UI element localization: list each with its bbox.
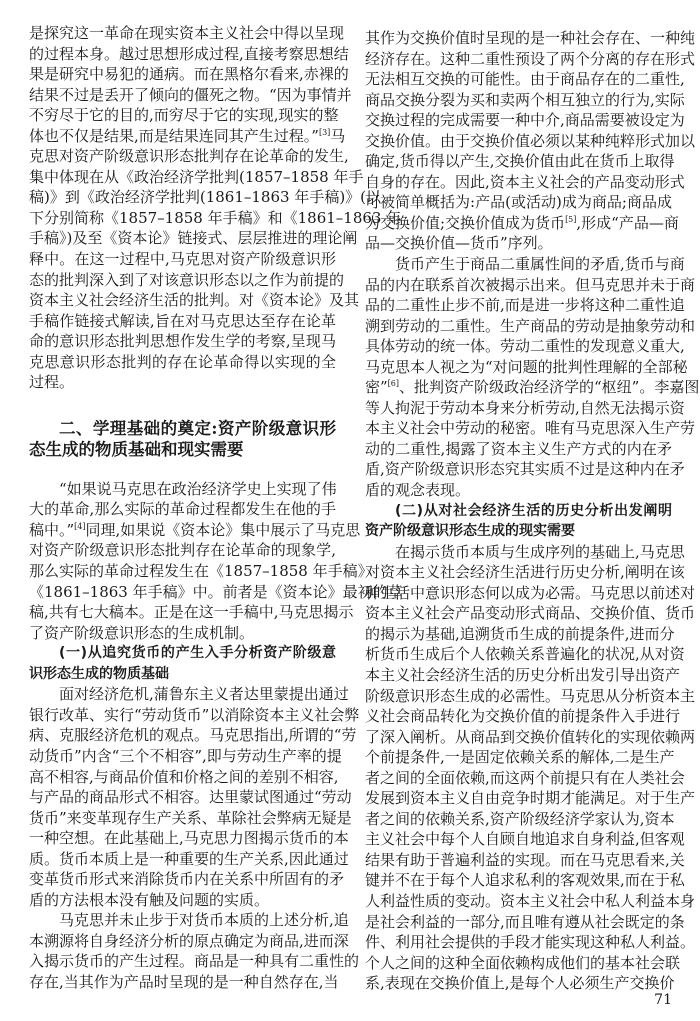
text-line: 资本主义社会产品变动形式商品、交换价值、货币 (365, 604, 696, 623)
text-line: 果是研究中易犯的通病。而在黑格尔看来,赤裸的 (29, 65, 349, 84)
text-line: 动货币”内含“三个不相容”,即与劳动生产率的提 (29, 746, 342, 765)
text-line: 品的二重性止步不前,而是进一步将这种二重性追 (365, 296, 685, 315)
text-line: 质。货币本质上是一种重要的生产关系,因此通过 (29, 849, 349, 868)
text-line: 等人拘泥于劳动本身来分析劳动,自然无法揭示资 (365, 398, 685, 417)
text-line: 病、克服经济危机的观点。马克思指出,所谓的“劳 (29, 726, 357, 745)
text-line: 体也不仅是结果,而是结果连同其产生过程。”[3]马 (29, 126, 346, 145)
text-line: 马克思本人视之为“对问题的批判性理解的全部秘 (365, 357, 688, 376)
text-line: 经济存在。这种二重性预设了两个分离的存在形式 (365, 49, 696, 68)
text-line: 本主义社会中劳动的秘密。唯有马克思深入生产劳 (365, 419, 696, 438)
text-line: 大的革命,那么实际的革命过程都发生在他的手 (29, 500, 336, 519)
text-line: 的过程本身。越过思想形成过程,直接考察思想结 (29, 44, 349, 63)
text-line: 键并不在于每个人追求私利的客观效果,而在于私 (365, 871, 685, 890)
text-line: (二)从对社会经济生活的历史分析出发阐明 (395, 502, 672, 519)
text-line: 对资本主义社会经济生活进行历史分析,阐明在该 (365, 563, 685, 582)
text-line: 为交换价值;交换价值成为货币[5],形成“产品—商 (365, 213, 679, 232)
text-line: 过程。 (29, 373, 75, 392)
text-line: 是探究这一革命在现实资本主义社会中得以呈现 (29, 24, 345, 42)
text-line: 系,表现在交换价值上,是每个人必须生产交换价 (365, 974, 675, 993)
text-line: 手稿作链接式解读,旨在对马克思达至存在论革 (29, 311, 336, 330)
text-line: 在揭示货币本质与生成序列的基础上,马克思 (395, 542, 685, 561)
text-line: 主义社会中每个人自顾自地追求自身利益,但客观 (365, 830, 685, 849)
text-line: 资本主义社会经济生活的批判。对《资本论》及其 (29, 291, 360, 310)
text-line: 存在,当其作为产品时呈现的是一种自然存在,当 (29, 972, 339, 991)
text-line: 高不相容,与商品价值和价格之间的差别不相容, (29, 767, 339, 786)
text-line: 是社会利益的一部分,而且唯有遵从社会既定的条 (365, 912, 685, 931)
citation-marker: [5] (565, 214, 577, 224)
text-line: 的揭示为基础,追溯货币生成的前提条件,进而分 (365, 624, 675, 643)
text-line: “如果说马克思在政治经济学史上实现了伟 (59, 479, 337, 498)
text-line: 集中体现在从《政治经济学批判(1857–1858 年手 (29, 167, 364, 186)
text-line: 识形态生成的物质基础 (29, 665, 169, 682)
text-line: (一)从追究货币的产生入手分析资产阶级意 (59, 645, 336, 662)
text-line: 义社会商品转化为交换价值的前提条件入手进行 (365, 707, 681, 726)
left-column (29, 23, 403, 993)
text-line: 结果有助于普遍利益的实现。而在马克思看来,关 (365, 850, 685, 869)
text-line: 不穷尽于它的目的,而穷尽于它的实现,现实的整 (29, 106, 339, 125)
text-line: 了资产阶级意识形态的生成机制。 (29, 623, 255, 642)
subsection-heading (29, 643, 336, 684)
text-line: 稿,共有七大稿本。正是在这一手稿中,马克思揭示 (29, 603, 354, 622)
subsection-heading (365, 501, 672, 542)
text-line: 本主义社会经济生活的历史分析出发引导出资产 (365, 665, 681, 684)
text-line: 对资产阶级意识形态批判存在论革命的现象学, (29, 541, 336, 560)
text-line: 货币产生于商品二重属性间的矛盾,货币与商 (395, 255, 685, 274)
citation-marker: [4] (74, 521, 86, 531)
text-line: 个人之间的这种全面依赖构成他们的基本社会联 (365, 953, 681, 972)
text-line: 一种空想。在此基础上,马克思力图揭示货币的本 (29, 829, 349, 848)
text-line: 具体劳动的统一体。劳动二重性的发现意义重大, (365, 337, 685, 356)
paragraph (365, 254, 700, 501)
text-line: 释中。在这一过程中,马克思对资产阶级意识形 (29, 250, 336, 269)
text-line: 稿中。”[4]同理,如果说《资本论》集中展示了马克思 (29, 520, 361, 539)
text-line: 银行改革、实行“劳动货币”以消除资本主义社会弊 (29, 705, 360, 724)
text-line: 克思对资产阶级意识形态批判存在论革命的发生, (29, 147, 349, 166)
text-line: 者之间的依赖关系,资产阶级经济学家认为,资本 (365, 809, 675, 828)
page-number: 71 (654, 992, 672, 1008)
text-line: 品的内在联系首次被揭示出来。但马克思并未于商 (365, 275, 696, 294)
paragraph (29, 479, 403, 643)
citation-marker: [6] (387, 379, 400, 389)
text-line: 货币”来变革现存生产关系、革除社会弊病无疑是 (29, 808, 352, 827)
paragraph (29, 910, 360, 992)
paragraph (365, 28, 696, 254)
text-line: 交换价值。由于交换价值必须以某种纯粹形式加以 (365, 131, 696, 150)
text-line: 马克思并未止步于对货币本质的上述分析,追 (59, 911, 349, 930)
text-line: 下分别简称《1857–1858 年手稿》和《1861–1863 年 (29, 208, 402, 227)
text-line: 发展到资本主义自由竞争时期才能满足。对于生产 (365, 789, 696, 808)
text-line: 盾的观念表现。 (365, 481, 471, 500)
text-line: 人利益性质的变动。资本主义社会中私人利益本身 (365, 891, 696, 910)
text-line: 动的二重性,揭露了资本主义生产方式的内在矛 (365, 439, 672, 458)
text-line: 面对经济危机,蒲鲁东主义者达里蒙提出通过 (59, 685, 349, 704)
text-line: 了深入阐析。从商品到交换价值转化的实现依赖两 (365, 727, 696, 746)
text-line: 本溯源将自身经济分析的原点确定为商品,进而深 (29, 931, 349, 950)
text-line: 命的意识形态批判思想作发生学的考察,呈现马 (29, 332, 336, 351)
text-line: 盾的方法根本没有触及问题的实质。 (29, 890, 270, 909)
text-line: 商品交换分裂为买和卖两个相互独立的行为,实际 (365, 90, 685, 109)
text-line: 交换过程的完成需要一种中介,商品需要被设定为 (365, 111, 685, 130)
text-line: 自身的存在。因此,资本主义社会的产品变动形式 (365, 172, 685, 191)
text-line: 二、学理基础的奠定:资产阶级意识形 (59, 418, 336, 438)
paragraph (365, 542, 696, 994)
text-line: 无法相互交换的可能性。由于商品存在的二重性, (365, 70, 685, 89)
text-line: 件、利用社会提供的手段才能实现这种私人利益。 (365, 933, 696, 952)
text-line: 阶级意识形态生成的必需性。马克思从分析资本主 (365, 686, 696, 705)
text-line: 盾,资产阶级意识形态究其实质不过是这种内在矛 (365, 460, 685, 479)
text-line: 克思意识形态批判的存在论革命得以实现的全 (29, 352, 336, 371)
text-line: 入揭示货币的产生过程。商品是一种具有二重性的 (29, 952, 360, 971)
text-line: 种生活中意识形态何以成为必需。马克思以前述对 (365, 583, 696, 602)
text-line: 稿)》到《政治经济学批判(1861–1863 年手稿)》(以 (29, 188, 382, 207)
text-line: 密”[6]、批判资产阶级政治经济学的“枢纽”。李嘉图 (365, 378, 700, 397)
text-line: 资产阶级意识形态生成的现实需要 (365, 523, 575, 540)
text-line: 态的批判深入到了对该意识形态以之作为前提的 (29, 270, 345, 289)
text-line: 手稿》)及至《资本论》链接式、层层推进的理论阐 (29, 229, 358, 248)
text-line: 个前提条件,一是固定依赖关系的解体,二是生产 (365, 748, 675, 767)
text-line: 溯到劳动的二重性。生产商品的劳动是抽象劳动和 (365, 316, 696, 335)
right-column (365, 28, 700, 994)
text-line: 者之间的全面依赖,而这两个前提只有在人类社会 (365, 768, 685, 787)
text-line: 析货币生成后个人依赖关系普遍化的状况,从对资 (365, 645, 685, 664)
text-line: 可被简单概括为:产品(或活动)成为商品;商品成 (365, 193, 672, 212)
text-line: 变革货币形式来消除货币内在关系中所固有的矛 (29, 870, 345, 889)
text-line: 那么实际的革命过程发生在《1857–1858 年手稿》 (29, 562, 373, 581)
text-line: 与产品的商品形式不相容。达里蒙试图通过“劳动 (29, 788, 352, 807)
paragraph (29, 684, 360, 910)
section-heading (29, 418, 336, 460)
text-line: 《1861–1863 年手稿》中。前者是《资本论》最初的草 (29, 582, 403, 601)
text-line: 确定,货币得以产生,交换价值由此在货币上取得 (365, 152, 675, 171)
text-line: 态生成的物质基础和现实需要 (29, 439, 244, 459)
citation-marker: [3] (318, 127, 331, 137)
paragraph (29, 23, 402, 393)
text-line: 品—交换价值—货币”序列。 (365, 234, 553, 253)
text-line: 其作为交换价值时呈现的是一种社会存在、一种纯 (365, 29, 696, 47)
text-line: 结果不过是丢开了倾向的僵死之物。“因为事情并 (29, 85, 352, 104)
